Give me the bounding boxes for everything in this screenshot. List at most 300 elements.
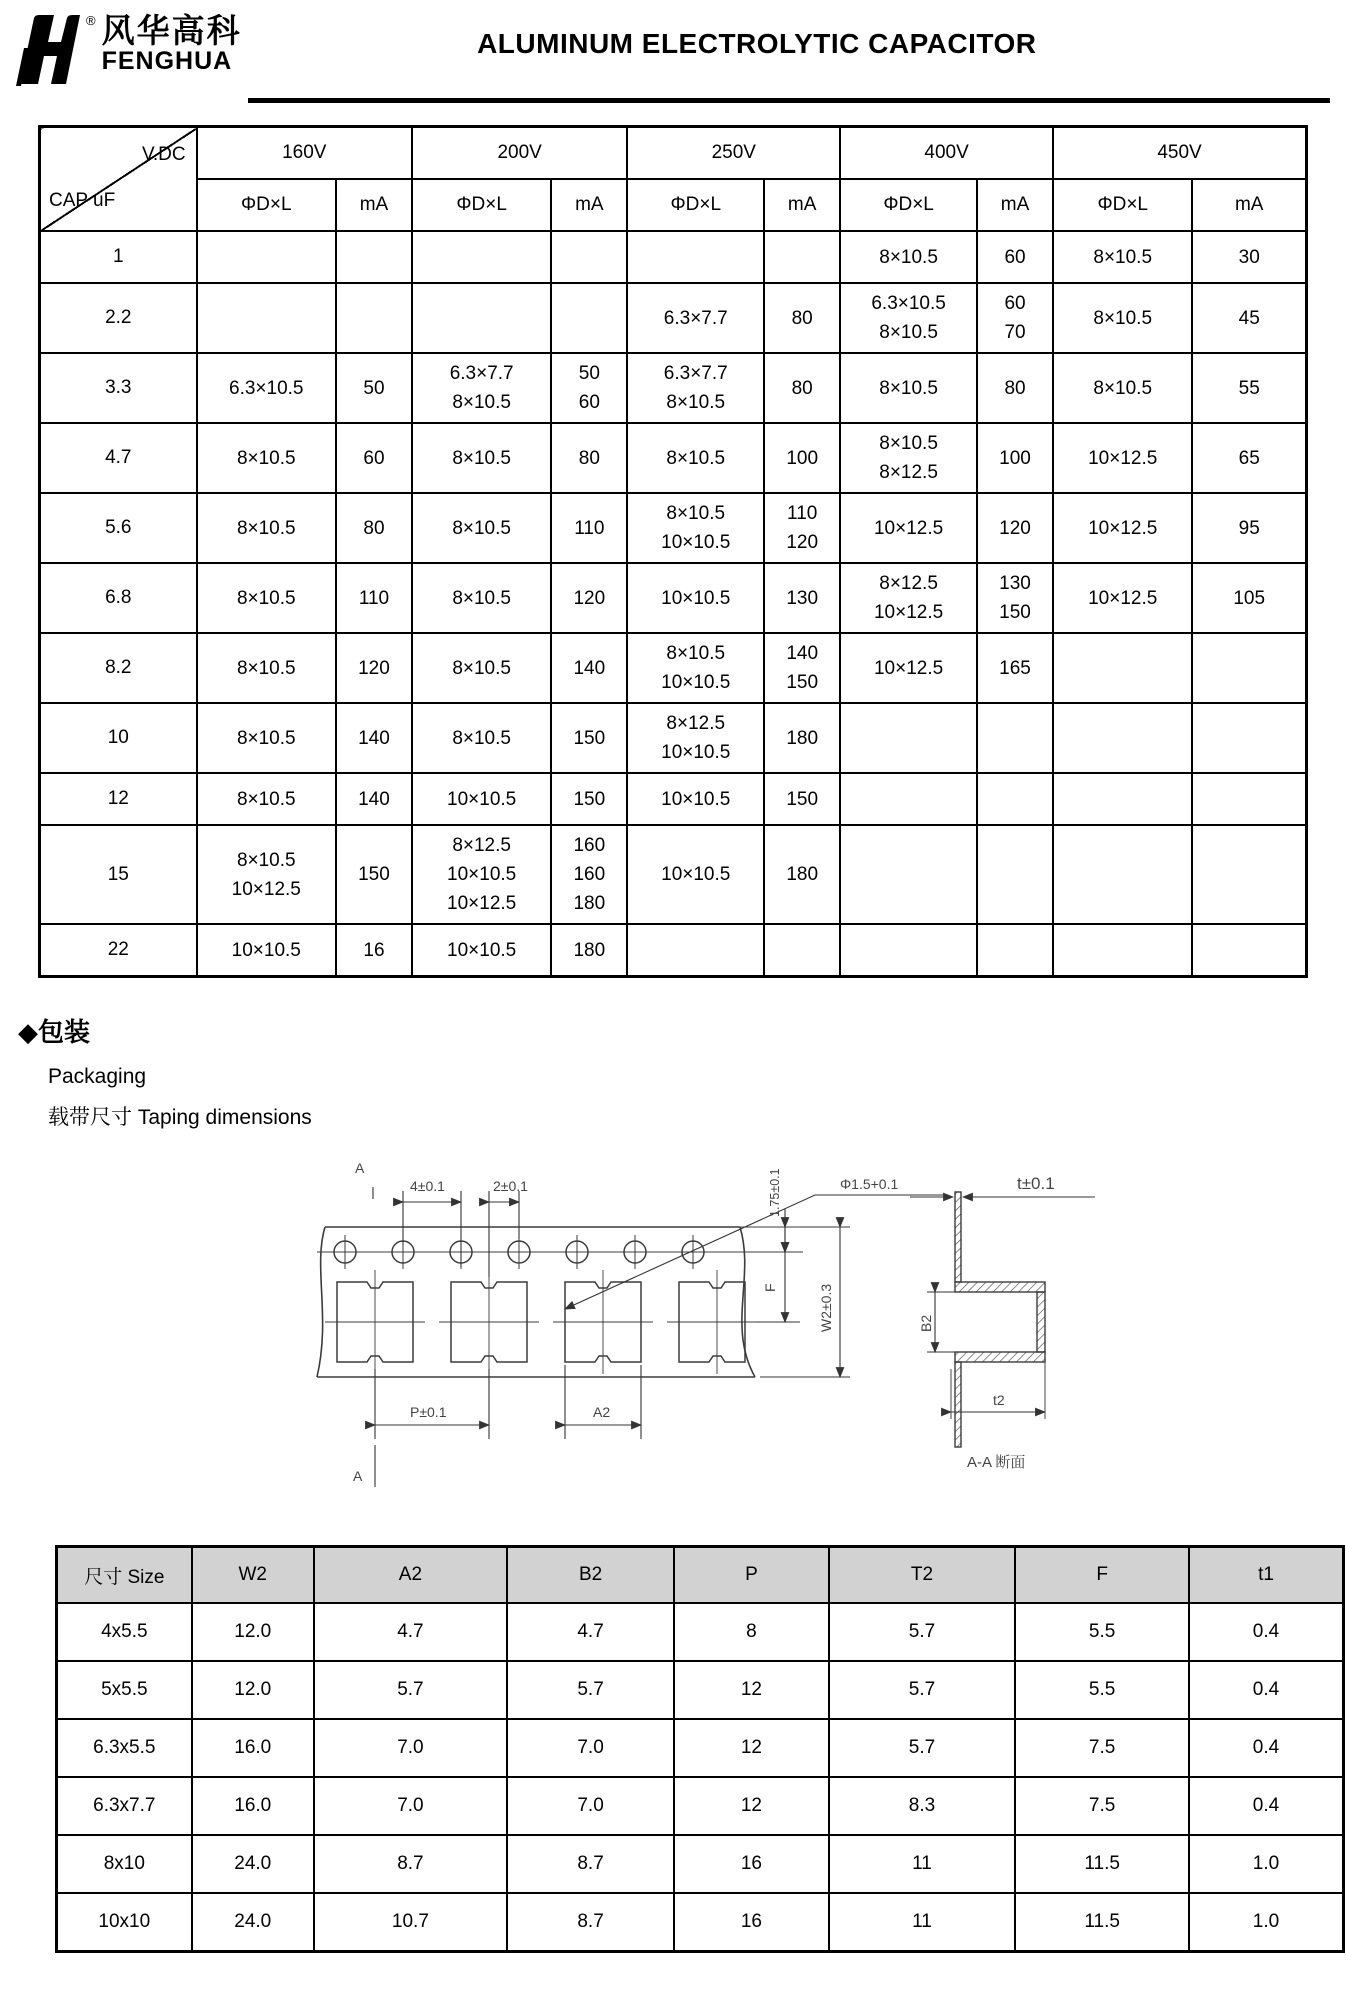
ma-value: 55 [1238, 377, 1260, 399]
size-cell [840, 773, 977, 825]
size-value: 10×12.5 [873, 657, 944, 679]
dimension-cell: 1.0 [1189, 1893, 1344, 1952]
ratings-row [40, 825, 1307, 924]
dim-t-label: t±0.1 [1017, 1174, 1055, 1193]
ma-cell [1192, 703, 1306, 773]
ratings-row [40, 703, 1307, 773]
size-subheader: ΦD×L [197, 179, 336, 231]
size-cell [197, 633, 336, 703]
taping-column-header: T2 [829, 1547, 1016, 1604]
dimension-value: 5.5 [1088, 1679, 1116, 1700]
ma-cell [551, 924, 627, 977]
dimension-cell: 12.0 [192, 1661, 314, 1719]
fenghua-logo [14, 14, 242, 86]
ma-cell [1192, 563, 1306, 633]
ma-cell [764, 825, 840, 924]
size-subheader: ΦD×L [840, 179, 977, 231]
ma-value: 80 [791, 307, 813, 329]
ma-cell [336, 773, 412, 825]
ma-cell [1192, 283, 1306, 353]
ma-cell [1192, 231, 1306, 283]
cap-cell: 22 [40, 924, 197, 977]
size-cell [197, 825, 336, 924]
dimension-cell: 24.0 [192, 1893, 314, 1952]
ma-cell [977, 283, 1053, 353]
size-cell [840, 633, 977, 703]
size-value: 6.3×10.5 [871, 293, 946, 314]
size-cell [412, 423, 551, 493]
size-value: 8×12.5 [879, 573, 938, 594]
dimension-cell: 16 [674, 1893, 828, 1952]
size-value: 10×12.5 [873, 602, 944, 623]
dimension-cell: 0.4 [1189, 1777, 1344, 1835]
taping-dimensions-label: 载带尺寸 Taping dimensions [48, 1106, 312, 1129]
size-value: 8×10.5 [452, 657, 511, 679]
dimension-value: 11.5 [1084, 1853, 1120, 1874]
size-value: 10×10.5 [661, 742, 731, 763]
size-cell [840, 283, 977, 353]
ma-value: 130 [999, 573, 1031, 594]
size-cell [1053, 493, 1192, 563]
ma-value: 16 [363, 939, 385, 961]
ma-value: 30 [1238, 246, 1260, 268]
dimension-cell: 8 [674, 1603, 828, 1661]
voltage-header: 200V [412, 127, 627, 180]
dimension-cell [1015, 1719, 1189, 1777]
size-value: 10×10.5 [661, 587, 731, 609]
ma-subheader: mA [551, 179, 627, 231]
ratings-row [40, 563, 1307, 633]
size-cell [197, 353, 336, 423]
ma-value: 120 [786, 532, 819, 553]
cap-cell: 10 [40, 703, 197, 773]
size-name-cell: 8x10 [57, 1835, 192, 1893]
size-value: 8×10.5 [879, 433, 938, 454]
size-cell [412, 924, 551, 977]
size-cell [197, 563, 336, 633]
size-name-cell: 6.3x7.7 [57, 1777, 192, 1835]
ma-cell [977, 423, 1053, 493]
size-name-cell: 6.3x5.5 [57, 1719, 192, 1777]
section-view [910, 1192, 1095, 1447]
size-value: 8×10.5 [236, 788, 296, 810]
size-cell [627, 703, 764, 773]
size-cell [197, 773, 336, 825]
size-value: 8×12.5 [452, 835, 511, 856]
size-cell [627, 773, 764, 825]
dimension-cell: 0.4 [1189, 1661, 1344, 1719]
section-a-top-label: A [355, 1160, 365, 1176]
size-subheader: ΦD×L [627, 179, 764, 231]
ma-cell [336, 563, 412, 633]
size-value: 8×10.5 [452, 447, 511, 469]
ma-value: 160 [573, 835, 606, 856]
size-cell [197, 283, 336, 353]
ma-value: 60 [1004, 293, 1026, 314]
size-cell [840, 924, 977, 977]
ma-value: 60 [363, 447, 385, 469]
size-value: 10×12.5 [1088, 587, 1158, 609]
ma-cell [764, 563, 840, 633]
size-value: 8×10.5 [666, 643, 726, 664]
cap-cell: 1 [40, 231, 197, 283]
ma-cell [764, 353, 840, 423]
ma-cell [764, 423, 840, 493]
ma-value: 160 [573, 864, 606, 885]
size-value: 8×10.5 [236, 657, 296, 679]
packaging-heading: ◆包装 [18, 1017, 90, 1047]
dim-175-label: 1.75±0.1 [768, 1168, 782, 1217]
dimension-cell: 1.0 [1189, 1835, 1344, 1893]
ma-cell [977, 633, 1053, 703]
size-value: 10×10.5 [447, 788, 517, 810]
ma-cell [977, 231, 1053, 283]
dimension-cell: 12.0 [192, 1603, 314, 1661]
size-value: 10×10.5 [661, 788, 731, 810]
size-value: 8×10.5 [879, 322, 938, 343]
fenghua-logo-icon [14, 14, 84, 86]
ma-value: 60 [578, 392, 600, 413]
size-cell [412, 773, 551, 825]
ma-value: 60 [1004, 246, 1026, 268]
size-cell [1053, 924, 1192, 977]
size-value: 8×12.5 [879, 462, 938, 483]
ma-value: 140 [786, 643, 819, 664]
ma-value: 165 [999, 657, 1031, 679]
ma-value: 80 [363, 517, 385, 539]
ma-cell [336, 703, 412, 773]
size-cell [197, 703, 336, 773]
dim-t2-label: t2 [993, 1392, 1005, 1408]
ma-value: 130 [786, 587, 819, 609]
ma-cell [336, 231, 412, 283]
dimension-cell: 16.0 [192, 1719, 314, 1777]
cap-cell: 4.7 [40, 423, 197, 493]
size-cell [627, 231, 764, 283]
section-caption: A-A 断面 [967, 1454, 1026, 1471]
ma-value: 100 [786, 447, 819, 469]
ma-cell [977, 825, 1053, 924]
size-value: 8×10.5 [879, 246, 938, 268]
ma-value: 140 [358, 788, 390, 810]
cap-cell: 12 [40, 773, 197, 825]
cap-cell: 8.2 [40, 633, 197, 703]
dimension-cell: 5.7 [314, 1661, 507, 1719]
size-value: 8×10.5 [1093, 307, 1153, 329]
taping-row [57, 1893, 1344, 1952]
size-value: 10×10.5 [661, 672, 731, 693]
cap-cell: 15 [40, 825, 197, 924]
size-cell [840, 703, 977, 773]
taping-row [57, 1719, 1344, 1777]
size-cell [627, 423, 764, 493]
size-value: 8×10.5 [666, 392, 726, 413]
dimension-value: 11.5 [1084, 1911, 1120, 1932]
taping-column-header: A2 [314, 1547, 507, 1604]
size-name-cell: 5x5.5 [57, 1661, 192, 1719]
size-cell [412, 633, 551, 703]
size-value: 6.3×10.5 [229, 377, 304, 399]
size-cell [627, 924, 764, 977]
ma-cell [1192, 825, 1306, 924]
dimension-cell: 8.7 [507, 1893, 674, 1952]
size-value: 8×10.5 [236, 587, 296, 609]
dimension-cell: 12 [674, 1777, 828, 1835]
ma-cell [1192, 353, 1306, 423]
ma-value: 105 [1233, 587, 1266, 609]
ma-cell [1192, 423, 1306, 493]
dimension-cell [1015, 1661, 1189, 1719]
dimension-cell: 4.7 [507, 1603, 674, 1661]
dimension-cell [1015, 1893, 1189, 1952]
ma-value: 150 [786, 788, 819, 810]
size-cell [197, 423, 336, 493]
taping-drawing-svg [255, 1147, 1155, 1527]
size-value: 8×10.5 [236, 447, 296, 469]
ma-cell [977, 353, 1053, 423]
dimension-cell: 7.0 [507, 1719, 674, 1777]
ma-cell [764, 283, 840, 353]
ma-value: 140 [358, 727, 390, 749]
size-value: 8×10.5 [452, 587, 511, 609]
taping-header-row [57, 1547, 1344, 1604]
ma-value: 110 [358, 587, 390, 609]
corner-cell [40, 127, 197, 232]
size-value: 8×10.5 [452, 392, 511, 413]
dimension-cell: 7.0 [314, 1777, 507, 1835]
ma-value: 150 [573, 727, 606, 749]
ma-value: 120 [999, 517, 1031, 539]
dimension-cell: 16 [674, 1835, 828, 1893]
size-cell [627, 283, 764, 353]
ma-value: 45 [1238, 307, 1260, 329]
ratings-row [40, 423, 1307, 493]
size-cell [627, 633, 764, 703]
section-a-bottom-label: A [353, 1468, 363, 1484]
ma-value: 50 [363, 377, 385, 399]
ma-cell [977, 493, 1053, 563]
ratings-row [40, 493, 1307, 563]
ma-value: 150 [786, 672, 819, 693]
ma-cell [551, 563, 627, 633]
voltage-header: 400V [840, 127, 1053, 180]
ma-value: 180 [786, 864, 819, 885]
size-cell [840, 423, 977, 493]
cap-cell: 5.6 [40, 493, 197, 563]
size-cell [1053, 825, 1192, 924]
size-cell [412, 825, 551, 924]
dim-b2-label: B2 [918, 1314, 934, 1332]
ma-cell [977, 924, 1053, 977]
taping-drawing [255, 1147, 1346, 1527]
dimension-cell: 11 [829, 1835, 1016, 1893]
size-cell [1053, 703, 1192, 773]
logo-chinese-name: 风华高科 [101, 12, 242, 49]
size-subheader: ΦD×L [1053, 179, 1192, 231]
dimension-cell: 12 [674, 1661, 828, 1719]
ma-cell [977, 773, 1053, 825]
page-title: ALUMINUM ELECTROLYTIC CAPACITOR [477, 28, 1037, 59]
ma-cell [551, 283, 627, 353]
dimension-cell: 8.7 [314, 1835, 507, 1893]
size-cell [840, 353, 977, 423]
dim-w2-label: W2±0.3 [818, 1283, 834, 1332]
ma-cell [336, 353, 412, 423]
size-cell [197, 493, 336, 563]
ma-cell [764, 633, 840, 703]
size-subheader: ΦD×L [412, 179, 551, 231]
ma-value: 80 [1004, 377, 1026, 399]
dimension-cell: 5.7 [829, 1719, 1016, 1777]
dimension-cell: 16.0 [192, 1777, 314, 1835]
ma-value: 65 [1238, 447, 1260, 469]
ma-cell [336, 825, 412, 924]
cap-cell: 3.3 [40, 353, 197, 423]
ma-cell [764, 703, 840, 773]
dimension-cell [1015, 1835, 1189, 1893]
size-value: 8×10.5 [1093, 377, 1153, 399]
size-cell [627, 353, 764, 423]
ratings-row [40, 353, 1307, 423]
ma-cell [551, 423, 627, 493]
ma-value: 180 [573, 893, 606, 914]
voltage-header: 250V [627, 127, 840, 180]
ma-value: 140 [573, 657, 606, 679]
dimension-cell: 5.7 [829, 1661, 1016, 1719]
size-value: 8×10.5 [452, 727, 511, 749]
dim-hole-label: Φ1.5+0.1 [840, 1176, 899, 1192]
taping-column-header: P [674, 1547, 828, 1604]
size-cell [1053, 231, 1192, 283]
size-cell [627, 563, 764, 633]
registered-mark: ® [86, 13, 96, 28]
size-cell [840, 825, 977, 924]
ma-cell [764, 493, 840, 563]
dimension-cell: 12 [674, 1719, 828, 1777]
size-value: 8×10.5 [236, 849, 296, 871]
ma-cell [551, 825, 627, 924]
taping-column-header: t1 [1189, 1547, 1344, 1604]
dimension-cell: 5.7 [829, 1603, 1016, 1661]
ratings-row [40, 773, 1307, 825]
size-cell [840, 493, 977, 563]
size-cell [627, 825, 764, 924]
ma-value: 50 [578, 363, 600, 384]
cap-cell: 2.2 [40, 283, 197, 353]
cap-cell: 6.8 [40, 563, 197, 633]
dim-a2-label: A2 [593, 1404, 611, 1420]
size-name-cell: 10x10 [57, 1893, 192, 1952]
size-value: 6.3×7.7 [663, 307, 728, 329]
ratings-tbody [40, 231, 1307, 977]
ma-cell [1192, 493, 1306, 563]
component-pockets [325, 1270, 759, 1374]
ma-cell [1192, 773, 1306, 825]
ma-cell [551, 773, 627, 825]
ma-subheader: mA [764, 179, 840, 231]
taping-column-header: 尺寸 Size [57, 1547, 192, 1604]
ma-cell [551, 703, 627, 773]
size-value: 10×10.5 [231, 939, 301, 961]
size-value: 6.3×7.7 [449, 363, 514, 384]
size-value: 10×12.5 [1088, 447, 1158, 469]
ma-cell [977, 563, 1053, 633]
header-rule [248, 98, 1330, 103]
ma-cell [336, 493, 412, 563]
size-cell [412, 353, 551, 423]
size-value: 10×12.5 [873, 517, 944, 539]
ma-cell [336, 283, 412, 353]
dimension-cell: 0.4 [1189, 1603, 1344, 1661]
ma-value: 180 [573, 939, 606, 961]
size-cell [840, 231, 977, 283]
size-value: 8×10.5 [1093, 246, 1153, 268]
ma-cell [551, 493, 627, 563]
size-cell [1053, 283, 1192, 353]
taping-row [57, 1835, 1344, 1893]
dim-2-label: 2±0.1 [493, 1178, 528, 1194]
size-cell [1053, 633, 1192, 703]
dimension-value: 7.5 [1088, 1795, 1116, 1816]
ma-value: 150 [573, 788, 606, 810]
size-cell [1053, 563, 1192, 633]
voltage-header: 450V [1053, 127, 1306, 180]
size-cell [412, 231, 551, 283]
size-value: 8×12.5 [666, 713, 726, 734]
size-cell [1053, 773, 1192, 825]
size-cell [412, 283, 551, 353]
ma-cell [1192, 633, 1306, 703]
ma-cell [336, 924, 412, 977]
ma-value: 120 [358, 657, 390, 679]
dimension-cell: 0.4 [1189, 1719, 1344, 1777]
ma-value: 110 [574, 517, 605, 539]
ratings-row [40, 231, 1307, 283]
packaging-heading-en: Packaging [48, 1065, 147, 1088]
dimension-cell: 5.7 [507, 1661, 674, 1719]
size-cell [197, 924, 336, 977]
size-cell [1053, 423, 1192, 493]
taping-column-header: W2 [192, 1547, 314, 1604]
size-cell [840, 563, 977, 633]
dimension-cell: 4.7 [314, 1603, 507, 1661]
ma-cell [764, 231, 840, 283]
ma-value: 70 [1004, 322, 1026, 343]
ma-value: 80 [791, 377, 813, 399]
dimension-cell: 11 [829, 1893, 1016, 1952]
dimension-value: 5.5 [1088, 1621, 1116, 1642]
size-value: 8×10.5 [236, 727, 296, 749]
dimension-cell [1015, 1603, 1189, 1661]
ratings-row [40, 633, 1307, 703]
ma-cell [551, 231, 627, 283]
voltage-header: 160V [197, 127, 412, 180]
dimension-cell: 7.0 [507, 1777, 674, 1835]
size-value: 10×10.5 [661, 864, 731, 885]
ma-value: 110 [787, 503, 818, 524]
ma-cell [551, 353, 627, 423]
ma-subheader: mA [977, 179, 1053, 231]
ma-cell [977, 703, 1053, 773]
size-cell [412, 493, 551, 563]
size-value: 8×10.5 [666, 447, 726, 469]
logo-text [102, 14, 242, 74]
taping-row [57, 1603, 1344, 1661]
ratings-table [38, 125, 1308, 978]
ma-value: 120 [573, 587, 606, 609]
taping-table [55, 1545, 1345, 1953]
ma-cell [1192, 924, 1306, 977]
